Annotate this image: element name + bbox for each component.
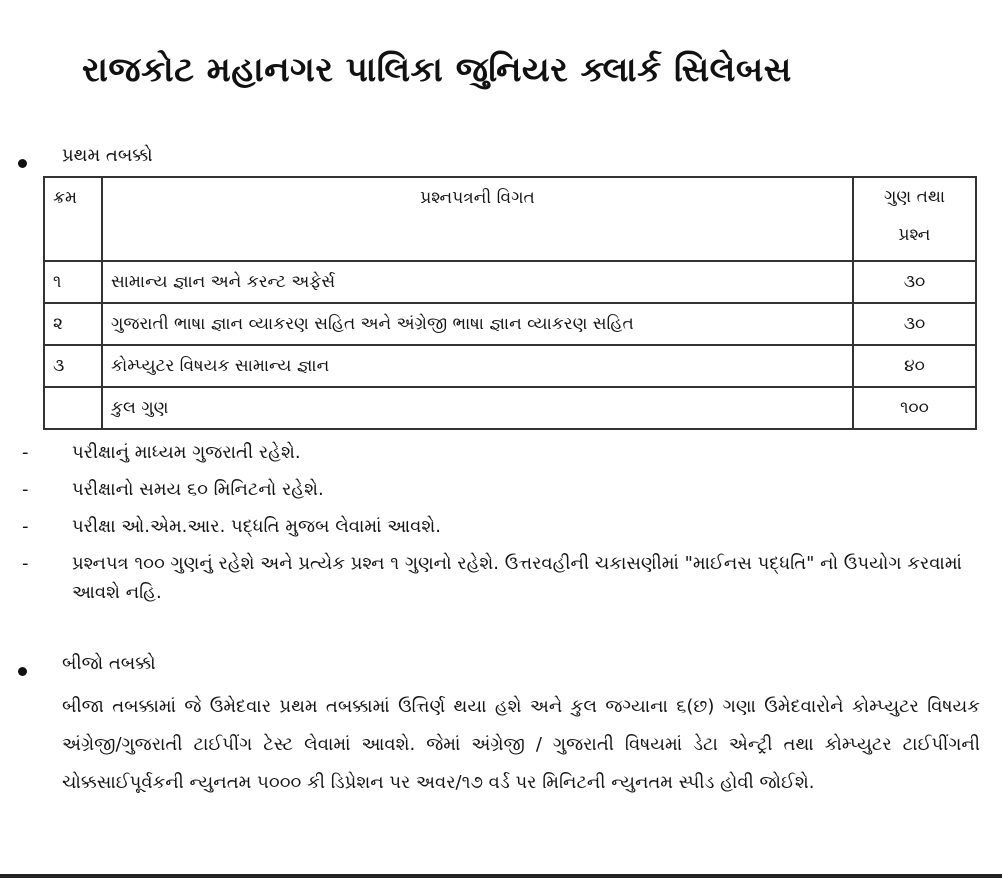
note-item — [12, 475, 992, 504]
note-marker: - — [22, 516, 29, 537]
note-item — [12, 438, 992, 467]
table-row — [44, 345, 976, 387]
row-detail: કુલ ગુણ — [102, 387, 853, 429]
exam-notes — [12, 438, 992, 615]
row-marks: ૪૦ — [853, 345, 976, 387]
table-header-row — [44, 177, 976, 261]
table-row — [44, 303, 976, 345]
note-marker: - — [22, 442, 29, 463]
note-item — [12, 512, 992, 541]
header-paper-detail: પ્રશ્નપત્રની વિગત — [102, 177, 853, 261]
first-stage-label: પ્રથમ તબક્કો — [62, 145, 153, 166]
row-serial — [44, 387, 102, 429]
table-total-row — [44, 387, 976, 429]
row-detail: સામાન્ય જ્ઞાન અને કરન્ટ અફેર્સ — [102, 261, 853, 303]
header-marks-questions — [853, 177, 976, 261]
note-marker: - — [22, 553, 29, 574]
note-marker: - — [22, 479, 29, 500]
row-detail: કોમ્પ્યુટર વિષયક સામાન્ય જ્ઞાન — [102, 345, 853, 387]
row-marks: ૧૦૦ — [853, 387, 976, 429]
header-questions: પ્રશ્ન — [898, 225, 931, 245]
second-stage-bullet — [12, 658, 27, 676]
row-serial: ૩ — [44, 345, 102, 387]
table-row — [44, 261, 976, 303]
row-serial: ૧ — [44, 261, 102, 303]
row-marks: ૩૦ — [853, 261, 976, 303]
row-marks: ૩૦ — [853, 303, 976, 345]
syllabus-table — [43, 176, 977, 430]
first-stage-bullet — [12, 150, 27, 168]
note-text: પરીક્ષા ઓ.એમ.આર. પદ્ધતિ મુજબ લેવામાં આવશે. — [72, 516, 441, 537]
bullet-icon — [18, 667, 27, 676]
bullet-icon — [18, 159, 27, 168]
header-marks: ગુણ તથા — [883, 187, 946, 207]
row-serial: ૨ — [44, 303, 102, 345]
note-text: પ્રશ્નપત્ર ૧૦૦ ગુણનું રહેશે અને પ્રત્યેક પ્રશ્ન ૧ ગુણનો રહેશે. ઉત્તરવહીની ચકાસણીમાં "માઈનસ પદ્ધતિ" નો ઉપયોગ કરવામાં આવશે નહિ. — [72, 553, 962, 603]
note-text: પરીક્ષાનો સમય ૬૦ મિનિટનો રહેશે. — [72, 479, 324, 500]
note-item — [12, 549, 992, 607]
second-stage-label: બીજો તબક્કો — [62, 653, 156, 674]
page-title: રાજકોટ મહાનગર પાલિકા જુનિયર ક્લાર્ક સિલેબસ — [82, 50, 792, 90]
header-serial: ક્રમ — [44, 177, 102, 261]
bottom-divider — [0, 874, 1002, 878]
second-stage-paragraph: બીજા તબક્કામાં જે ઉમેદવાર પ્રથમ તબક્કામાં ઉત્તિર્ણ થયા હશે અને કુલ જગ્યાના ૬(છ) ગણા ઉમેદવારોને કોમ્પ્યુટર વિષયક અંગ્રેજી/ગુજરાતી ટાઈપીંગ ટેસ્ટ લેવામાં આવશે. જેમાં અંગ્રેજી / ગુજરાતી વિષયમાં ડેટા એન્ટ્રી તથા કોમ્પ્યુટર ટાઈપીંગની ચોક્કસાઈપૂર્વકની ન્યુનતમ ૫૦૦૦ કી ડિપ્રેશન પર અવર/૧૭ વર્ડ પર મિનિટની ન્યુનતમ સ્પીડ હોવી જોઈશે. — [62, 696, 980, 793]
note-text: પરીક્ષાનું માધ્યમ ગુજરાતી રહેશે. — [72, 442, 301, 463]
row-detail: ગુજરાતી ભાષા જ્ઞાન વ્યાકરણ સહિત અને અંગ્રેજી ભાષા જ્ઞાન વ્યાકરણ સહિત — [102, 303, 853, 345]
